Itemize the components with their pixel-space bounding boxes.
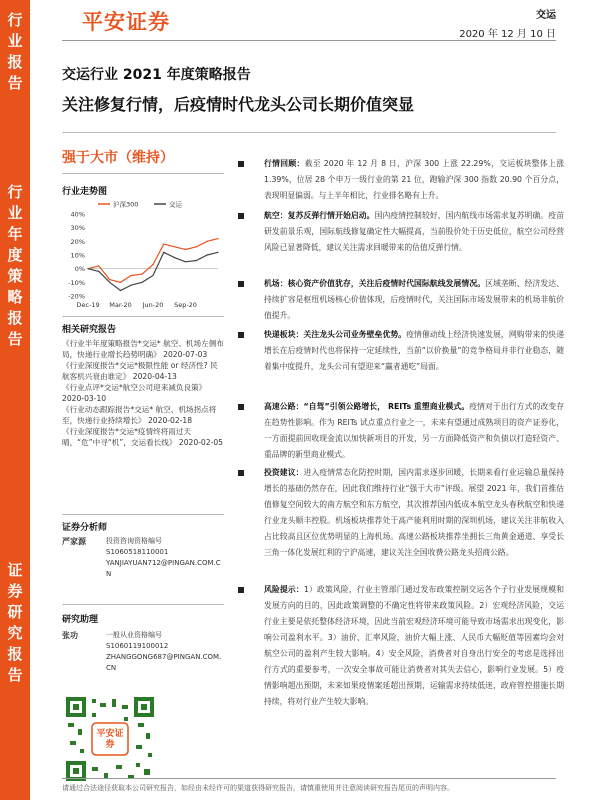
rating-divider	[62, 173, 224, 174]
y-tick-label: 20%	[70, 237, 85, 246]
data-point	[185, 249, 186, 250]
related-reports-list	[62, 338, 224, 448]
x-tick-label: Dec-19	[76, 301, 100, 309]
analyst-cert-label: 投资咨询资格编号	[106, 537, 162, 545]
data-point	[109, 282, 110, 283]
paragraph-heading: 高速公路：“自驾”引领公路增长， REITs 重塑商业模式。	[264, 402, 470, 411]
analyst-cert-number: S1060518110001	[106, 548, 169, 556]
paragraph-heading: 快递板块：关注龙头公司业务壁垒优势。	[264, 330, 407, 339]
data-point	[217, 238, 218, 239]
paragraph-body: 截至 2020 年 12 月 8 日，沪深 300 上涨 22.29%，交运板块整体上涨 1.39%，位居 28 个申万一级行业的第 21 位，跑输沪深 300 指数 20.90 个百分点，表现明显偏弱。与上半年相比，行业排名略有上升。	[264, 159, 564, 200]
data-point	[109, 279, 110, 280]
assistant-cert-label: 一般从业资格编号	[106, 631, 162, 639]
data-point	[120, 290, 121, 291]
data-point	[98, 265, 99, 266]
summary-paragraph-express	[264, 327, 564, 375]
title-divider	[62, 132, 556, 133]
paragraph-heading: 航空：复苏反弹行情开始启动。	[264, 211, 375, 220]
data-point	[87, 268, 88, 269]
related-report-item[interactable]: 《行业动态跟踪报告*交运* 航空、机场拐点将至，快递行业持续增长》 2020-02-18	[62, 405, 217, 425]
company-logo: 平安证券	[82, 10, 170, 34]
paragraph-body: 进入疫情常态化防控时期，国内需求逐步回暖，长期来看行业运输总量保持增长的基础仍然存在，因此我们维持行业“强于大市”评级。展望 2021 年，我们首推估值修复空间较大的南方航空和东方航空，其次推荐国内低成本航空龙头春秋航空和快递行业龙头顺丰控股。机场板块推荐处于高产能利用时期的深圳机场，建议关注非航收入占比较高且区位优势明显的上海机场。高速公路板块推荐坐拥长三角黄金通道、享受长三角一体化发展红利的宁沪高速，建议关注全国收费公路龙头招商公路。	[264, 468, 565, 557]
assistant-name: 张功	[62, 631, 78, 640]
chart-section-title: 行业走势图	[62, 187, 108, 197]
analyst-name: 严家源	[62, 537, 86, 546]
data-point	[131, 275, 132, 276]
y-tick-label: 10%	[70, 251, 85, 260]
assistant-cert-number: S1060119100012	[106, 642, 169, 650]
footer-disclaimer: 请通过合法途径获取本公司研究报告，如经由未经许可的渠道获得研究报告，请慎重使用并注意阅读研究报告尾页的声明内容。	[62, 784, 454, 792]
paragraph-body: 1）政策风险，行业主管部门通过发布政策控制交运各个子行业发展规模和发展方向的目的，因此政策调整的不确定性将带来政策风险。2）宏观经济风险，交运行业主要是依托整体经济环境，因此当前宏观经济环境可能导致市场需求出现变化，影响公司盈利水平。3）油价、汇率风险，油价大幅上涨、人民币大幅贬值等因素均会对航空公司的盈利产生较大影响。4）安全风险，消费者对自身出行安全的考虑是选择出行方式的重要参考，一次安全事故可能让消费者对其失去信心，影响行业发展。5）疫情影响超出预期，未来如果疫情案延超出预期，运输需求持续低迷，政府管控措施长期持续，将对行业产生较大影响。	[264, 585, 564, 706]
related-report-item[interactable]: 《行业半年度策略报告*交运* 航空、机场左侧布局，快递行业增长趋势明确》 2020-07-03	[62, 339, 224, 359]
assistant-section-title: 研究助理	[62, 615, 99, 625]
qr-center-label: 平安证券	[96, 729, 124, 750]
analyst-info	[106, 536, 224, 580]
qr-code-image[interactable]	[62, 693, 158, 785]
report-title: 交运行业 2021 年度策略报告	[62, 67, 251, 83]
paragraph-heading: 行情回顾：	[264, 159, 305, 168]
related-section-title: 相关研究报告	[62, 325, 117, 335]
analyst-section-title: 证券分析师	[62, 523, 108, 533]
assistant-info	[106, 630, 224, 674]
paragraph-body: 区域垄断、经济发达、持续扩容是枢纽机场核心价值体现，后疫情时代，关注国际市场发展带来的机场非航价值提升。	[264, 279, 564, 320]
data-point	[217, 252, 218, 253]
y-tick-label: 0%	[74, 265, 85, 274]
header-divider	[62, 40, 556, 41]
bullet-icon	[238, 470, 244, 476]
data-point	[207, 241, 208, 242]
y-tick-label: -20%	[68, 292, 85, 301]
paragraph-body: 疫情催动线上经济快速发展，网购带来的快递增长在后疫情时代也将保持一定延续性，当前“以价换量”的竞争格局并非行业稳态，随着集中度提升，龙头公司有望迎来“赢者通吃”局面。	[264, 330, 565, 371]
data-point	[207, 254, 208, 255]
paragraph-heading: 机场：核心资产价值犹存，关注后疫情时代国际航线发展情况。	[264, 279, 486, 288]
paragraph-heading: 投资建议：	[264, 468, 304, 477]
side-label-report-kind: 行 业 年 度 策 略 报 告	[7, 183, 23, 348]
bullet-icon	[238, 332, 244, 338]
data-point	[142, 282, 143, 283]
bullet-icon	[238, 161, 244, 167]
summary-paragraph-highway	[264, 399, 564, 463]
report-subtitle: 关注修复行情，后疫情时代龙头公司长期价值突显	[62, 95, 415, 114]
data-point	[174, 257, 175, 258]
summary-paragraph-airport	[264, 276, 564, 324]
footer-divider	[62, 778, 556, 779]
report-date: 2020 年 12 月 10 日	[459, 29, 556, 40]
sector-tag: 交运	[536, 10, 556, 21]
x-tick-label: Sep-20	[174, 301, 197, 309]
data-point	[131, 285, 132, 286]
data-point	[120, 282, 121, 283]
related-report-item[interactable]: 《行业深度报告*交运*疫情终将雨过天晴，“危”中寻“机”，交运看长线》 2020-02-05	[62, 427, 223, 447]
rating-label: 强于大市（维持）	[62, 150, 174, 166]
bullet-icon	[238, 213, 244, 219]
summary-paragraph-risk-warning	[264, 582, 564, 710]
x-tick-label: Jun-20	[142, 301, 164, 309]
series-line-1	[88, 252, 218, 290]
industry-trend-chart	[62, 198, 224, 310]
summary-paragraph-aviation	[264, 208, 564, 256]
related-report-item[interactable]: 《行业点评*交运*航空公司迎来减负良策》 2020-03-10	[62, 383, 207, 403]
data-point	[163, 252, 164, 253]
data-point	[174, 246, 175, 247]
data-point	[152, 264, 153, 265]
data-point	[152, 275, 153, 276]
y-tick-label: -10%	[68, 278, 85, 287]
data-point	[196, 260, 197, 261]
summary-paragraph-investment-advice	[264, 465, 564, 561]
data-point	[185, 261, 186, 262]
y-tick-label: 30%	[70, 224, 85, 233]
bullet-icon	[238, 281, 244, 287]
data-point	[196, 246, 197, 247]
data-point	[98, 271, 99, 272]
related-divider	[62, 514, 224, 515]
legend-label: 交运	[169, 200, 182, 209]
side-label-report-type: 行 业 报 告	[7, 11, 23, 92]
analyst-block	[62, 536, 224, 596]
paragraph-body: 疫情对于出行方式的改变存在趋势性影响。作为 REITs 试点重点行业之一，未来有望通过成熟项目的资产证券化，一方面提前回收现金流以加快新项目的开发，另一方面降低资产和负债以打造轻资产、重品牌的新型商业模式。	[264, 402, 564, 459]
summary-paragraph-market-review	[264, 156, 564, 204]
data-point	[142, 274, 143, 275]
assistant-block	[62, 630, 224, 690]
side-band	[0, 0, 30, 800]
related-report-item[interactable]: 《行业深度报告*交运*极限性能 or 经济性? 民航客机兴衰由谁定》 2020-04-13	[62, 361, 218, 381]
side-label-securities-research: 证 券 研 究 报 告	[7, 561, 23, 684]
analyst-divider	[62, 604, 224, 605]
trend-chart-svg	[62, 198, 224, 310]
x-tick-label: Mar-20	[109, 301, 132, 309]
assistant-email[interactable]: ZHANGGONG687@PINGAN.COM.CN	[106, 653, 222, 672]
chart-divider	[62, 316, 224, 317]
bullet-icon	[238, 587, 244, 593]
y-tick-label: 40%	[70, 210, 85, 219]
bullet-icon	[238, 404, 244, 410]
data-point	[163, 244, 164, 245]
analyst-email[interactable]: YANJIAYUAN712@PINGAN.COM.CN	[106, 559, 221, 578]
legend-label: 沪深300	[113, 200, 139, 209]
paragraph-body: 国内疫情控制较好，国内航线市场需求复苏明确。疫苗研发前景乐观，国际航线修复确定性大幅提高，当前股价处于历史低位，航空公司经营风险已显著降低，建议关注需求回暖带来的估值反弹行情。	[264, 211, 564, 252]
paragraph-heading: 风险提示：	[264, 585, 304, 594]
